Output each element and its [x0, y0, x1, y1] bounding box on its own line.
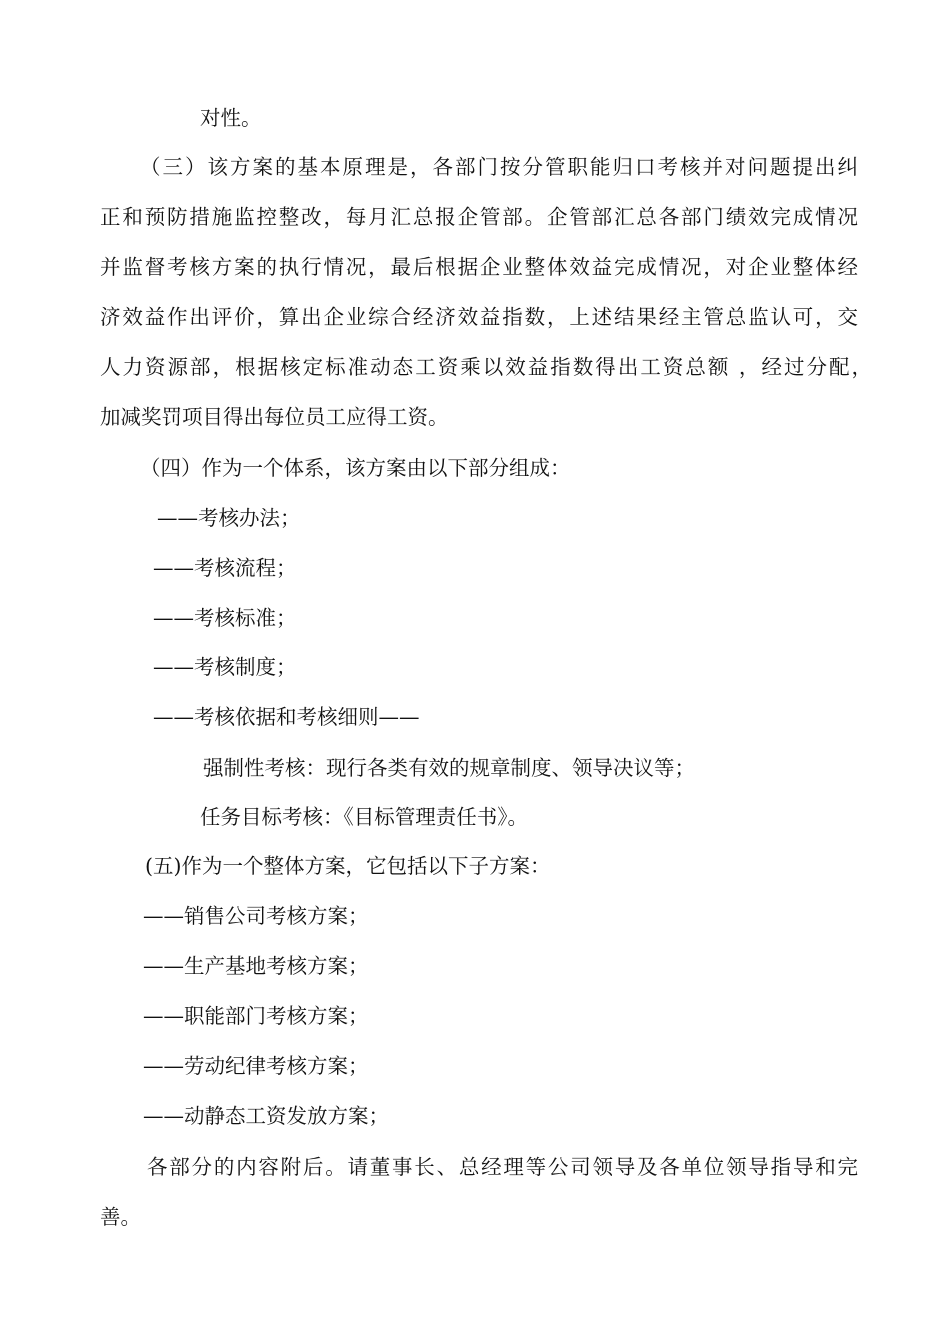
- closing-paragraph: 各部分的内容附后。请董事长、总经理等公司领导及各单位领导指导和完: [147, 1155, 858, 1179]
- text-line: 并监督考核方案的执行情况，最后根据企业整体效益完成情况，对企业整体经: [100, 255, 858, 279]
- section-4-heading: （四）作为一个体系，该方案由以下部分组成：: [140, 456, 571, 480]
- list-item: ——考核依据和考核细则——: [153, 705, 420, 729]
- text-line: 济效益作出评价，算出企业综合经济效益指数，上述结果经主管总监认可，交: [100, 305, 858, 329]
- section-3-first-line: （三）该方案的基本原理是，各部门按分管职能归口考核并对问题提出纠: [140, 155, 858, 179]
- text-line: 对性。: [200, 106, 262, 130]
- text-line: 加减奖罚项目得出每位员工应得工资。: [100, 405, 449, 429]
- list-item: ——职能部门考核方案；: [143, 1004, 369, 1028]
- text-line: 善。: [100, 1205, 141, 1229]
- text-line: 正和预防措施监控整改，每月汇总报企管部。企管部汇总各部门绩效完成情况: [100, 205, 858, 229]
- list-item: ——销售公司考核方案；: [143, 904, 369, 928]
- list-item: ——考核标准；: [153, 606, 297, 630]
- list-item: ——考核制度；: [153, 655, 297, 679]
- list-item: ——劳动纪律考核方案；: [143, 1054, 369, 1078]
- list-item: ——考核流程；: [153, 556, 297, 580]
- list-item: ——考核办法；: [157, 506, 301, 530]
- text-line: 人力资源部，根据核定标准动态工资乘以效益指数得出工资总额 ，经过分配，: [100, 355, 872, 379]
- list-item: ——生产基地考核方案；: [143, 954, 369, 978]
- sub-item: 强制性考核：现行各类有效的规章制度、领导决议等；: [203, 756, 695, 780]
- section-5-heading: (五)作为一个整体方案，它包括以下子方案：: [145, 854, 551, 878]
- sub-item: 任务目标考核：《目标管理责任书》。: [200, 805, 528, 829]
- list-item: ——动静态工资发放方案；: [143, 1104, 389, 1128]
